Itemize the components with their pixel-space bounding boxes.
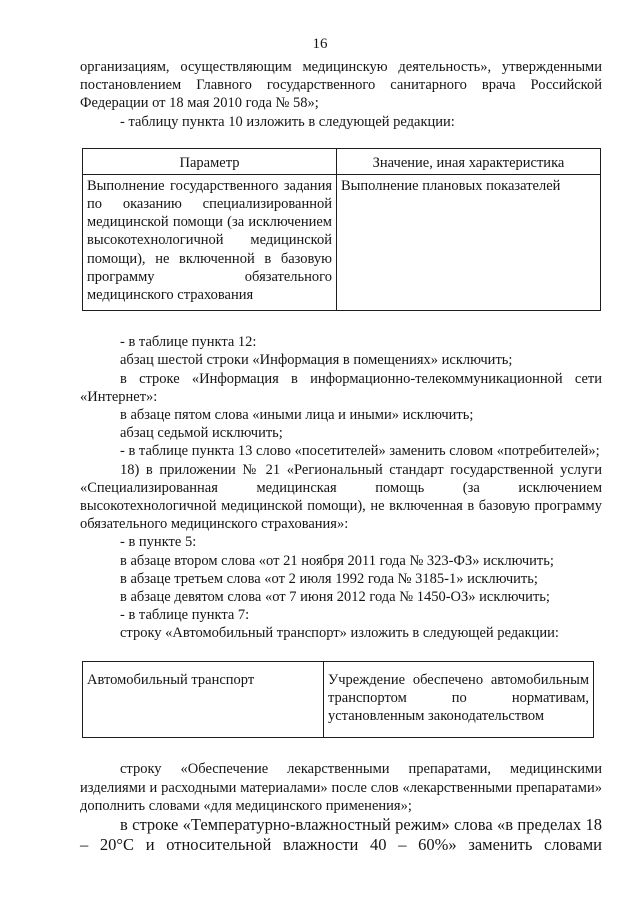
header-value: Значение, иная характеристика	[337, 148, 601, 174]
line-abzac-vtoroy: в абзаце втором слова «от 21 ноября 2011 года № 323-ФЗ» исключить;	[120, 552, 554, 569]
document-body	[80, 58, 602, 855]
line-table12: - в таблице пункта 12:	[120, 334, 257, 351]
table-auto-transport	[82, 661, 594, 739]
line-punkt5: - в пункте 5:	[120, 534, 197, 551]
paragraph-temperature	[80, 815, 602, 855]
paragraph-medicines: строку «Обеспечение лекарственными препаратами, медицинскими изделиями и расходными материалами» после слов «лекарственными препаратами» дополнить словами «для медицинского применения»;	[80, 761, 602, 814]
cell-parameter: Выполнение государственного задания по оказанию специализированной медицинской помощи (за исключением высокотехнологичной медицинской помощи), не включенной в базовую программу обязательного медицинского страхования	[83, 174, 337, 310]
cell-value: Выполнение плановых показателей	[337, 174, 601, 310]
line-abzac-devyatyy: в абзаце девятом слова «от 7 июня 2012 года № 1450-ОЗ» исключить;	[120, 589, 550, 606]
table-point-10	[82, 148, 601, 311]
line-abzac-shestoy: абзац шестой строки «Информация в помещениях» исключить;	[120, 352, 513, 369]
line-stroka-internet: в строке «Информация в информационно-телекоммуникационной сети «Интернет»:	[80, 370, 602, 405]
cell-transport-value: Учреждение обеспечено автомобильным транспортом по нормативам, установленным законодательством	[324, 661, 594, 738]
paragraph-temperature-text: в строке «Температурно-влажностный режим» слова «в пределах 18 – 20°С и относительной влажности 40 – 60%» заменить словами	[80, 814, 602, 854]
line-abzac-pyatyy: в абзаце пятом слова «иными лица и иными» исключить;	[120, 407, 474, 424]
paragraph-item-18: 18) в приложении № 21 «Региональный стандарт государственной услуги «Специализированная медицинская помощь (за исключением высокотехнологичной медицинской помощи), не включенная в базовую программу обязательного медицинского страхования»:	[80, 461, 602, 533]
line-table7: - в таблице пункта 7:	[120, 607, 250, 624]
table-header-row	[83, 148, 601, 174]
paragraph-intro: организациям, осуществляющим медицинскую деятельность», утвержденными постановлением Главного государственного санитарного врача Российской Федерации от 18 мая 2010 года № 58»;	[80, 59, 602, 112]
header-parameter: Параметр	[83, 148, 337, 174]
cell-transport-name: Автомобильный транспорт	[83, 661, 324, 738]
table-row	[83, 661, 594, 738]
table-row	[83, 174, 601, 310]
line-abzac-tretiy: в абзаце третьем слова «от 2 июля 1992 года № 3185-1» исключить;	[120, 570, 538, 587]
line-table13: - в таблице пункта 13 слово «посетителей» заменить словом «потребителей»;	[120, 443, 600, 460]
page-number: 16	[312, 36, 328, 52]
line-abzac-sedmoy: абзац седьмой исключить;	[120, 425, 283, 442]
line-avtotransport: строку «Автомобильный транспорт» изложить в следующей редакции:	[120, 625, 559, 642]
paragraph-table10-instruction: - таблицу пункта 10 изложить в следующей редакции:	[120, 113, 455, 130]
